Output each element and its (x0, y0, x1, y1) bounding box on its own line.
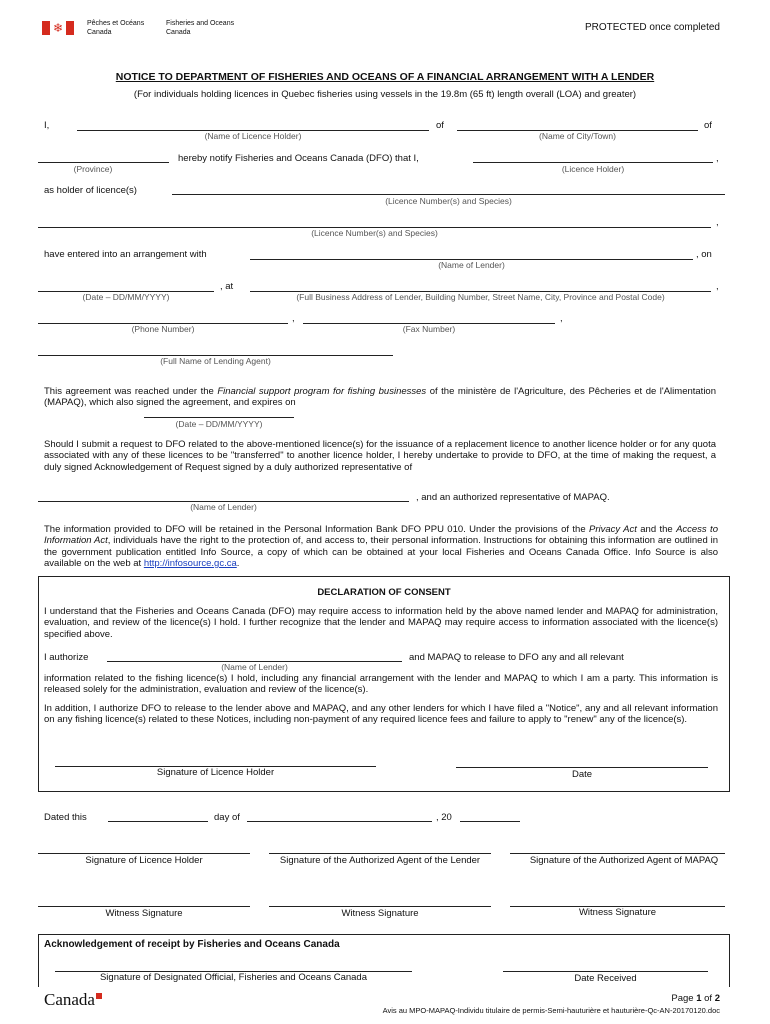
dept-fr-line2: Canada (87, 28, 112, 36)
date-caption: (Date – DD/MM/YYYY) (82, 292, 170, 302)
as-holder-label: as holder of licence(s) (44, 185, 137, 196)
hereby-label: hereby notify Fisheries and Oceans Canada (DFO) that I, (178, 153, 419, 164)
have-entered-label: have entered into an arrangement with (44, 249, 207, 260)
program-name: Financial support program for fishing businesses (217, 386, 427, 397)
access-act-name: Access to Information Act (44, 524, 718, 547)
licence-holder-caption: (Licence Holder) (561, 164, 625, 174)
page-total: 2 (714, 993, 720, 1004)
request-paragraph: Should I submit a request to DFO related to the above-mentioned licence(s) for the issuance of a replacement licence to another licence holder or for any quota associated with any of these licences to be "transferred" to another licence holder, I hereby undertake to provide to DFO, at the time of making the request, a duly signed Acknowledgement of Request signed by a duly authorized representative of (44, 439, 716, 473)
consent-date-field[interactable] (456, 767, 708, 768)
privacy-paragraph (44, 524, 718, 569)
province-field[interactable] (38, 162, 169, 163)
comma-2: , (716, 217, 719, 228)
licence-numbers-caption: (Licence Number(s) and Species) (385, 196, 512, 206)
of-label: of (436, 120, 444, 131)
and-mapaq-label: , and an authorized representative of MAPAQ. (416, 492, 610, 503)
privacy-act-name: Privacy Act (589, 524, 637, 535)
comma-5: , (560, 313, 563, 324)
dept-name-fr (87, 20, 144, 37)
consent-signature-caption: Signature of Licence Holder (156, 767, 275, 778)
comma-1: , (716, 153, 719, 164)
licence-numbers-caption-2: (Licence Number(s) and Species) (311, 228, 438, 238)
consent-paragraph-3: In addition, I authorize DFO to release to the lender above and MAPAQ, and any other lenders for which I have filed a "Notice", any and all relevant information on any fishing licence(s) related to these Notices, including non-payment of any required licence fees and failure to apply to "renew" any of the licence(s). (44, 703, 718, 726)
acknowledgement-title: Acknowledgement of receipt by Fisheries and Oceans Canada (44, 939, 340, 950)
lender-agent-signature-caption: Signature of the Authorized Agent of the Lender (279, 855, 481, 866)
consent-and-mapaq: and MAPAQ to release to DFO any and all relevant (409, 652, 624, 663)
request-lender-caption: (Name of Lender) (190, 502, 257, 512)
province-caption: (Province) (73, 164, 113, 174)
privacy-text-1: The information provided to DFO will be retained in the Personal Information Bank DFO PPU 010. Under the provisions of the (44, 524, 589, 535)
phone-caption: (Phone Number) (131, 324, 195, 334)
consent-paragraph-2: information related to the fishing licence(s) I hold, including any financial arrangement with the lender and MAPAQ to which I am a party. This information is released solely for the administration, evaluation and review of the licence(s). (44, 673, 718, 696)
dept-name-en (166, 20, 234, 37)
lender-agent-signature-field[interactable] (269, 853, 491, 854)
official-signature-caption: Signature of Designated Official, Fisheries and Oceans Canada (99, 972, 368, 983)
witness-2-field[interactable] (269, 906, 491, 907)
dept-fr-line1: Pêches et Océans (87, 20, 145, 27)
licence-holder-field[interactable] (473, 162, 713, 163)
lender-name-caption: (Name of Lender) (438, 260, 505, 270)
fax-caption: (Fax Number) (402, 324, 456, 334)
year-label: , 20 (436, 812, 452, 823)
agreement-text-2: of the ministère de l'Agriculture, des Pêcheries et de l'Alimentation (MAPAQ), which also signed the agreement, and expires on (44, 386, 716, 409)
licence-numbers-field[interactable] (172, 194, 725, 195)
lending-agent-caption: (Full Name of Lending Agent) (160, 356, 271, 366)
at-label: , at (220, 281, 234, 292)
expiry-date-field[interactable] (144, 417, 294, 418)
address-caption: (Full Business Address of Lender, Building Number, Street Name, City, Province and Postal Code) (296, 292, 665, 302)
page-label: Page (671, 993, 697, 1004)
page-number: 1 (696, 993, 702, 1004)
name-holder-caption: (Name of Licence Holder) (204, 131, 302, 141)
witness-1-caption: Witness Signature (105, 908, 183, 919)
i-label: I, (44, 120, 50, 131)
witness-2-caption: Witness Signature (341, 908, 419, 919)
consent-lender-caption: (Name of Lender) (221, 662, 288, 672)
dated-this-label: Dated this (44, 812, 87, 823)
agreement-text-1: This agreement was reached under the (44, 386, 218, 397)
privacy-text-2: and the (636, 524, 677, 535)
expiry-date-caption: (Date – DD/MM/YYYY) (175, 419, 263, 429)
privacy-text-3: , individuals have the right to the protection of, and access to, their personal information. Instructions for obtaining this information are outlined in the government publication entitled Info Source, a copy of which can be obtained at your local Fisheries and Oceans Canada Office. Info Source is also available on the web at (44, 535, 718, 569)
dated-month-field[interactable] (247, 821, 432, 822)
canada-flag-icon: ❄ (42, 21, 76, 35)
infosource-link[interactable]: http://infosource.gc.ca (143, 557, 237, 569)
dept-en-line1: Fisheries and Oceans (166, 20, 235, 27)
page-of: of (701, 993, 715, 1004)
witness-1-field[interactable] (38, 906, 250, 907)
consent-paragraph-1: I understand that the Fisheries and Oceans Canada (DFO) may require access to information held by the above named lender and MAPAQ for administration, evaluation, and review of the licence(s) I hold. I further recognize that the lender and MAPAQ may require access to information associated with the licence(s) specified above. (44, 606, 718, 640)
holder-signature-field[interactable] (38, 853, 250, 854)
mapaq-agent-signature-caption: Signature of the Authorized Agent of MAPAQ (529, 855, 719, 866)
mapaq-agent-signature-field[interactable] (510, 853, 725, 854)
consent-date-caption: Date (571, 769, 593, 780)
date-received-caption: Date Received (574, 973, 637, 984)
page-indicator (671, 993, 720, 1004)
footer-filename: Avis au MPO-MAPAQ-Individu titulaire de permis-Semi-hauturière et hauturière-Qc-AN-20170120.doc (382, 1006, 720, 1015)
holder-signature-caption: Signature of Licence Holder (85, 855, 203, 866)
comma-3: , (716, 281, 719, 292)
dept-en-line2: Canada (166, 28, 191, 36)
date-received-field[interactable] (503, 971, 708, 972)
city-caption: (Name of City/Town) (539, 131, 616, 141)
dated-day-field[interactable] (108, 821, 208, 822)
dated-year-field[interactable] (460, 821, 520, 822)
form-title: NOTICE TO DEPARTMENT OF FISHERIES AND OCEANS OF A FINANCIAL ARRANGEMENT WITH A LENDER (115, 71, 655, 83)
protected-notice: PROTECTED once completed (584, 22, 720, 33)
of-label-2: of (704, 120, 712, 131)
day-of-label: day of (214, 812, 240, 823)
consent-title: DECLARATION OF CONSENT (317, 587, 451, 598)
comma-4: , (292, 313, 295, 324)
on-label: , on (696, 249, 712, 260)
i-authorize-label: I authorize (44, 652, 89, 663)
wordmark-flag-icon (96, 993, 102, 999)
privacy-text-4: . (236, 557, 240, 569)
witness-3-caption: Witness Signature (578, 907, 657, 918)
canada-wordmark (44, 990, 102, 1010)
agreement-paragraph (44, 386, 716, 409)
wordmark-text: Canada (44, 990, 95, 1009)
form-subtitle: (For individuals holding licences in Quebec fisheries using vessels in the 19.8m (65 ft) length overall (LOA) and greater) (133, 89, 637, 100)
